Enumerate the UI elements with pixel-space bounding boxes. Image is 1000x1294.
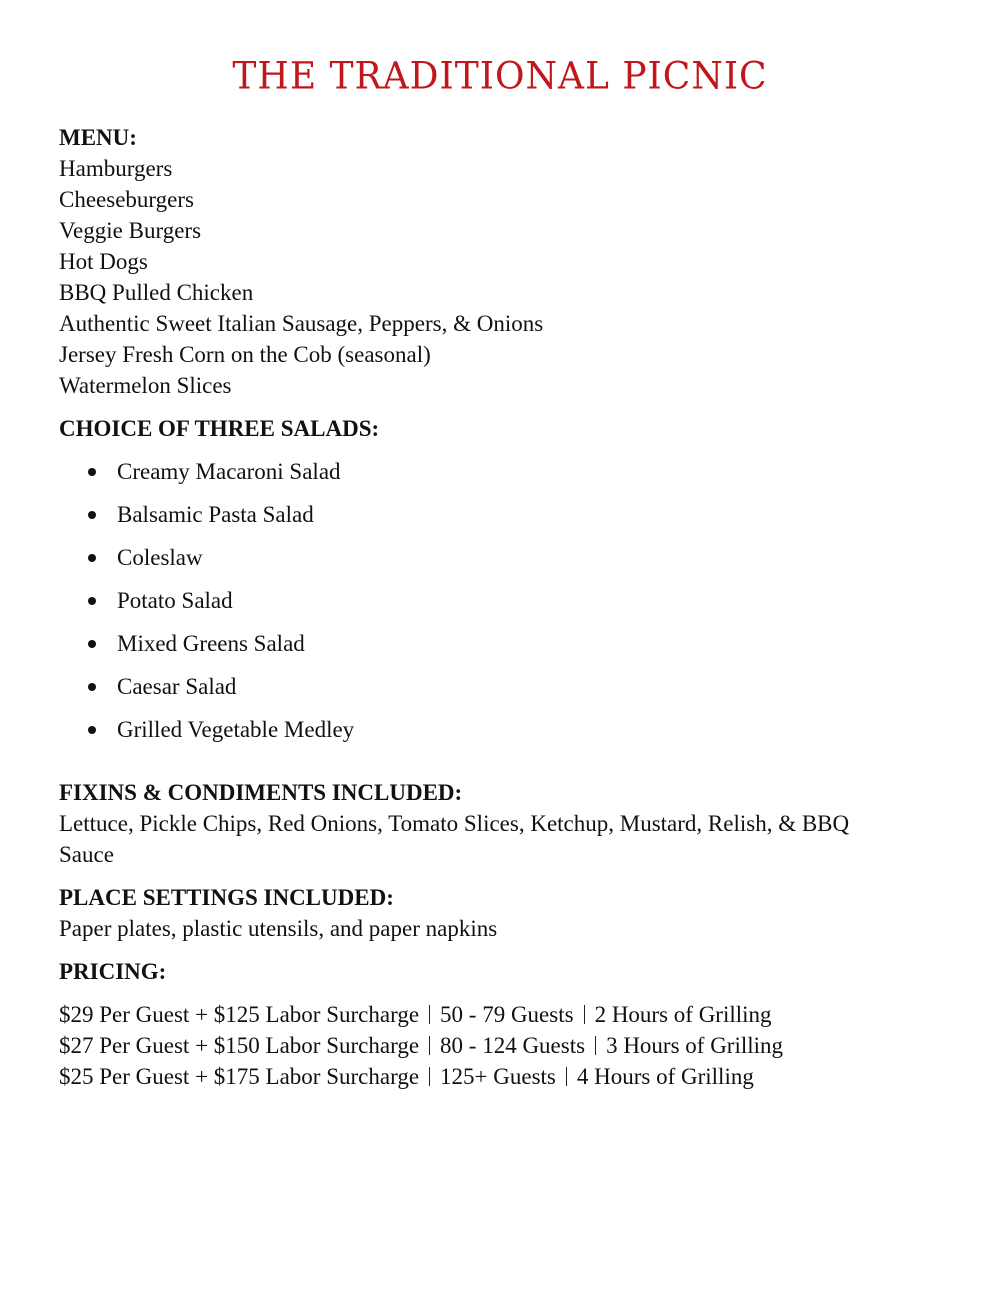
- bullet-icon: [88, 640, 96, 648]
- separator: [429, 1036, 430, 1055]
- bullet-icon: [88, 683, 96, 691]
- fixins-text-line1: Lettuce, Pickle Chips, Red Onions, Tomato Slices, Ketchup, Mustard, Relish, & BBQ: [59, 811, 850, 836]
- salad-item-label: Coleslaw: [117, 545, 203, 570]
- separator: [595, 1036, 596, 1055]
- salad-item-label: Balsamic Pasta Salad: [117, 502, 314, 527]
- pricing-tier-hours: 2 Hours of Grilling: [594, 1002, 772, 1027]
- menu-item: Hamburgers: [59, 156, 173, 181]
- salad-item-label: Grilled Vegetable Medley: [117, 717, 355, 742]
- menu-item: Jersey Fresh Corn on the Cob (seasonal): [59, 342, 431, 367]
- pricing-tier-guests: 50 - 79 Guests: [440, 1002, 574, 1027]
- salad-item-label: Mixed Greens Salad: [117, 631, 305, 656]
- bullet-icon: [88, 511, 96, 519]
- pricing-tier: [59, 1061, 939, 1092]
- pricing-list: [59, 999, 939, 1092]
- pricing-tier-price: $29 Per Guest + $125 Labor Surcharge: [59, 1002, 420, 1027]
- pricing-tier-hours: 3 Hours of Grilling: [606, 1033, 784, 1058]
- place-settings-text: Paper plates, plastic utensils, and paper napkins: [59, 916, 498, 941]
- separator: [566, 1067, 567, 1086]
- bullet-icon: [88, 468, 96, 476]
- menu-item: Cheeseburgers: [59, 187, 194, 212]
- salad-item: [59, 585, 939, 616]
- menu-item: Veggie Burgers: [59, 218, 202, 243]
- salads-list: [59, 456, 939, 745]
- bullet-icon: [88, 597, 96, 605]
- menu-item: Authentic Sweet Italian Sausage, Peppers, & Onions: [59, 311, 544, 336]
- menu-heading: MENU:: [59, 125, 137, 150]
- salad-item-label: Caesar Salad: [117, 674, 237, 699]
- separator: [429, 1067, 430, 1086]
- menu-item: Hot Dogs: [59, 249, 148, 274]
- place-settings-heading: PLACE SETTINGS INCLUDED:: [59, 885, 394, 910]
- pricing-tier-price: $25 Per Guest + $175 Labor Surcharge: [59, 1064, 420, 1089]
- pricing-tier-guests: 80 - 124 Guests: [440, 1033, 586, 1058]
- page-title: THE TRADITIONAL PICNIC: [232, 54, 768, 99]
- pricing-tier-hours: 4 Hours of Grilling: [576, 1064, 754, 1089]
- menu-item: BBQ Pulled Chicken: [59, 280, 254, 305]
- fixins-text-line2: Sauce: [59, 842, 114, 867]
- menu-item: Watermelon Slices: [59, 373, 232, 398]
- bullet-icon: [88, 726, 96, 734]
- salad-item: [59, 542, 939, 573]
- salad-item: [59, 671, 939, 702]
- pricing-tier: [59, 999, 939, 1030]
- bullet-icon: [88, 554, 96, 562]
- salad-item: [59, 628, 939, 659]
- separator: [584, 1005, 585, 1024]
- fixins-heading: FIXINS & CONDIMENTS INCLUDED:: [59, 780, 463, 805]
- pricing-tier-price: $27 Per Guest + $150 Labor Surcharge: [59, 1033, 420, 1058]
- pricing-tier: [59, 1030, 939, 1061]
- salad-item: [59, 714, 939, 745]
- salad-item: [59, 499, 939, 530]
- salad-item-label: Creamy Macaroni Salad: [117, 459, 341, 484]
- separator: [429, 1005, 430, 1024]
- salad-item: [59, 456, 939, 487]
- pricing-heading: PRICING:: [59, 959, 167, 984]
- pricing-tier-guests: 125+ Guests: [440, 1064, 556, 1089]
- salad-item-label: Potato Salad: [117, 588, 233, 613]
- salads-heading: CHOICE OF THREE SALADS:: [59, 416, 380, 441]
- menu-list: [59, 153, 939, 401]
- menu-content: [59, 122, 939, 1092]
